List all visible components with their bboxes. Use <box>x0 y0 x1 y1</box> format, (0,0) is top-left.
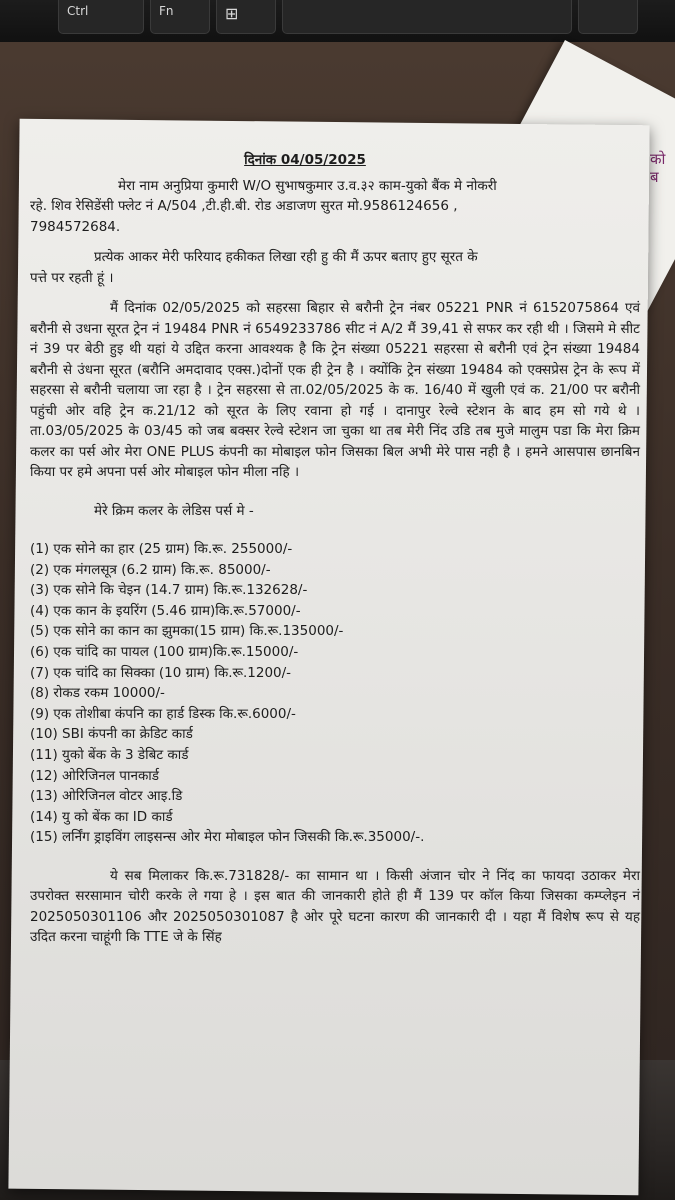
list-item: (15) लर्निंग ड्राइविंग लाइसन्स ओर मेरा मोबाइल फोन जिसकी कि.रू.35000/-. <box>30 829 425 846</box>
key-fn: Fn <box>150 0 210 34</box>
list-item: (4) एक कान के इयरिंग (5.46 ग्राम)कि.रू.57000/- <box>30 602 301 619</box>
list-item: (6) एक चांदि का पायल (100 ग्राम)कि.रू.15000/- <box>30 643 299 660</box>
list-item: (8) रोकड रकम 10000/- <box>30 685 165 702</box>
list-item: (7) एक चांदि का सिक्का (10 ग्राम) कि.रू.1200/- <box>30 664 292 681</box>
list-item: (9) एक तोशीबा कंपनि का हार्ड डिस्क कि.रू.6000/- <box>30 705 296 722</box>
key-alt <box>578 0 638 34</box>
list-item: (13) ओरिजिनल वोटर आइ.डि <box>30 788 183 805</box>
complaint-intro-line-2: पत्ते पर रहती हूं । <box>30 269 114 286</box>
key-ctrl: Ctrl <box>58 0 144 34</box>
intro-line-1: मेरा नाम अनुप्रिया कुमारी W/O सुभाषकुमार उ.व.३२ काम-युको बैंक मे नोकरी <box>118 177 497 194</box>
list-item: (2) एक मंगलसूत्र (6.2 ग्राम) कि.रू. 85000/- <box>30 561 271 578</box>
list-item: (3) एक सोने कि चेइन (14.7 ग्राम) कि.रू.132628/- <box>30 582 308 599</box>
list-item: (14) यु को बेंक का ID कार्ड <box>30 808 173 825</box>
intro-line-2: रहे. शिव रेसिडेंसी फ्लेट नं A/504 ,टी.ही.बी. रोड अडाजण सुरत मो.9586124656 , <box>30 198 458 214</box>
laptop-keyboard <box>0 0 675 44</box>
list-item: (10) SBI कंपनी का क्रेडिट कार्ड <box>30 726 193 743</box>
list-item: (5) एक सोने का कान का झुमका(15 ग्राम) कि.रू.135000/- <box>30 623 344 640</box>
letter-date: दिनांक 04/05/2025 <box>244 152 366 168</box>
purse-heading: मेरे क्रिम कलर के लेडिस पर्स मे - <box>94 502 254 519</box>
list-item: (12) ओरिजिनल पानकार्ड <box>30 767 160 784</box>
complaint-intro-line-1: प्रत्येक आकर मेरी फरियाद हकीकत लिखा रही हु की मैं ऊपर बताए हुए सूरत के <box>94 249 478 265</box>
key-space <box>282 0 572 34</box>
incident-paragraph: मैं दिनांक 02/05/2025 को सहरसा बिहार से बरौनी ट्रेन नंबर 05221 PNR नं 6152075864 एवं बरौनी से उधना सूरत ट्रेन नं 19484 PNR नं 6549233786 सीट नं A/2 मैं 39,41 से सफर कर रही थी । जिसमे मे सीट नं 39 पर बेठी हुइ थी यहां ये उद्दित करना आवश्यक है कि ट्रेन संख्या 05221 सहरसा से बरौनी एवं ट्रेन संख्या 19484 बरौनी से उंधना सूरत (बरौनि अमदावाद एक्स.)दोनों एक ही ट्रेन है । क्योंकि ट्रेन संख्या 19484 को एक्सप्रेस ट्रेन के रूप में सहरसा से बरौनी चलाया जा रहा है । ट्रेन सहरसा से ता.02/05/2025 के क. 16/40 में खुली एवं क. 21/00 पर बरौनी पहुंची ओर वहि ट्रेन क.21/12 को सूरत के लिए रवाना हो गई । दानापुर रेल्वे स्टेशन के बाद हम सो गये थे । ता.03/05/2025 के 03/45 को जब बक्सर रेल्वे स्टेशन जा चुका था तब मेरी निंद उडि तब मुजे मालुम पडा कि मेरा क्रिम कलर का पर्स ओर मेरा ONE PLUS कंपनी का मोबाइल फोन जिसका बिल अभी मेरे पास नही है । हमने आसपास छानबिन किया पर हमे अपना पर्स ओर मोबाइल फोन मीला नहि । <box>30 300 640 480</box>
closing-paragraph: ये सब मिलाकर कि.रू.731828/- का सामान था । किसी अंजान चोर ने निंद का फायदा उठाकर मेरा उपरोक्त सरसामान चोरी करके ले गया हे । इस बात की जानकारी होते ही मैं 139 पर कॉल किया जिसका कम्प्लेइन नं 2025050301106 और 2025050301087 है ओर पूरे घटना कारण की जानकारी दी । यहा मैं विशेष रूप से यह उदित करना चाहूंगी कि TTE जे के सिंह <box>30 867 640 946</box>
stolen-items-list <box>30 539 640 848</box>
intro-line-3: 7984572684. <box>30 218 121 235</box>
list-item: (11) युको बेंक के 3 डेबिट कार्ड <box>30 746 189 763</box>
second-paper-text: को ब <box>650 150 666 186</box>
windows-key-icon: ⊞ <box>216 0 276 34</box>
letter-content <box>30 150 640 948</box>
list-item: (1) एक सोने का हार (25 ग्राम) कि.रू. 255000/- <box>30 541 293 557</box>
